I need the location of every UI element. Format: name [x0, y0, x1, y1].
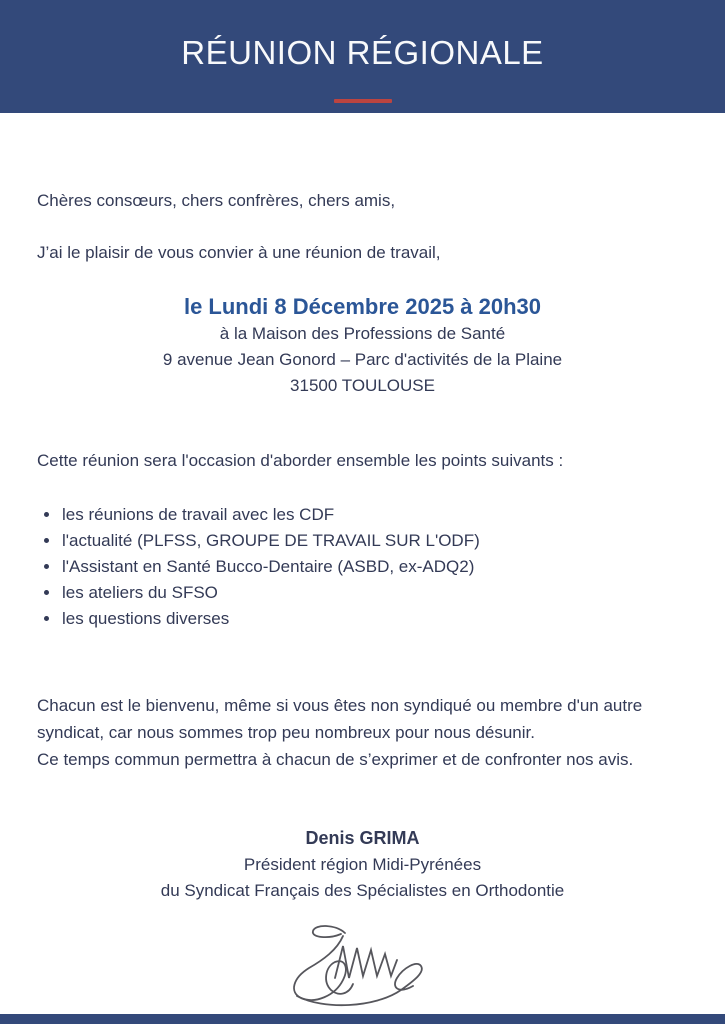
footer-band	[0, 1014, 725, 1024]
header-band	[0, 0, 725, 113]
agenda-item: les ateliers du SFSO	[37, 580, 688, 606]
closing-paragraph	[37, 692, 688, 773]
event-details	[37, 292, 688, 399]
closing-line: Chacun est le bienvenu, même si vous êtes non syndiqué ou membre d'un autre	[37, 696, 643, 715]
agenda-item: les réunions de travail avec les CDF	[37, 502, 688, 528]
handwritten-signature-icon	[283, 916, 443, 1016]
agenda-list	[37, 502, 688, 632]
signer-organization: du Syndicat Français des Spécialistes en Orthodontie	[160, 881, 565, 900]
agenda-item: les questions diverses	[37, 606, 688, 632]
agenda-intro: Cette réunion sera l'occasion d'aborder ensemble les points suivants :	[37, 451, 564, 470]
intro-line: J’ai le plaisir de vous convier à une réunion de travail,	[37, 243, 441, 262]
signature-block	[37, 825, 688, 1016]
event-datetime: le Lundi 8 Décembre 2025 à 20h30	[183, 294, 542, 319]
signer-name: Denis GRIMA	[305, 828, 420, 848]
salutation: Chères consœurs, chers confrères, chers amis,	[37, 191, 396, 210]
agenda-item: l'Assistant en Santé Bucco-Dentaire (ASBD, ex-ADQ2)	[37, 554, 688, 580]
event-city: 31500 TOULOUSE	[290, 376, 435, 395]
closing-line: syndicat, car nous sommes trop peu nombreux pour nous désunir.	[37, 723, 535, 742]
agenda-item: l'actualité (PLFSS, GROUPE DE TRAVAIL SUR L'ODF)	[37, 528, 688, 554]
closing-line: Ce temps commun permettra à chacun de s’exprimer et de confronter nos avis.	[37, 750, 634, 769]
event-venue: à la Maison des Professions de Santé	[219, 324, 506, 343]
accent-dash	[334, 99, 392, 103]
letter-body	[0, 187, 725, 1016]
page-title: RÉUNION RÉGIONALE	[181, 34, 544, 71]
event-address: 9 avenue Jean Gonord – Parc d'activités de la Plaine	[162, 350, 563, 369]
signer-role: Président région Midi-Pyrénées	[243, 855, 482, 874]
